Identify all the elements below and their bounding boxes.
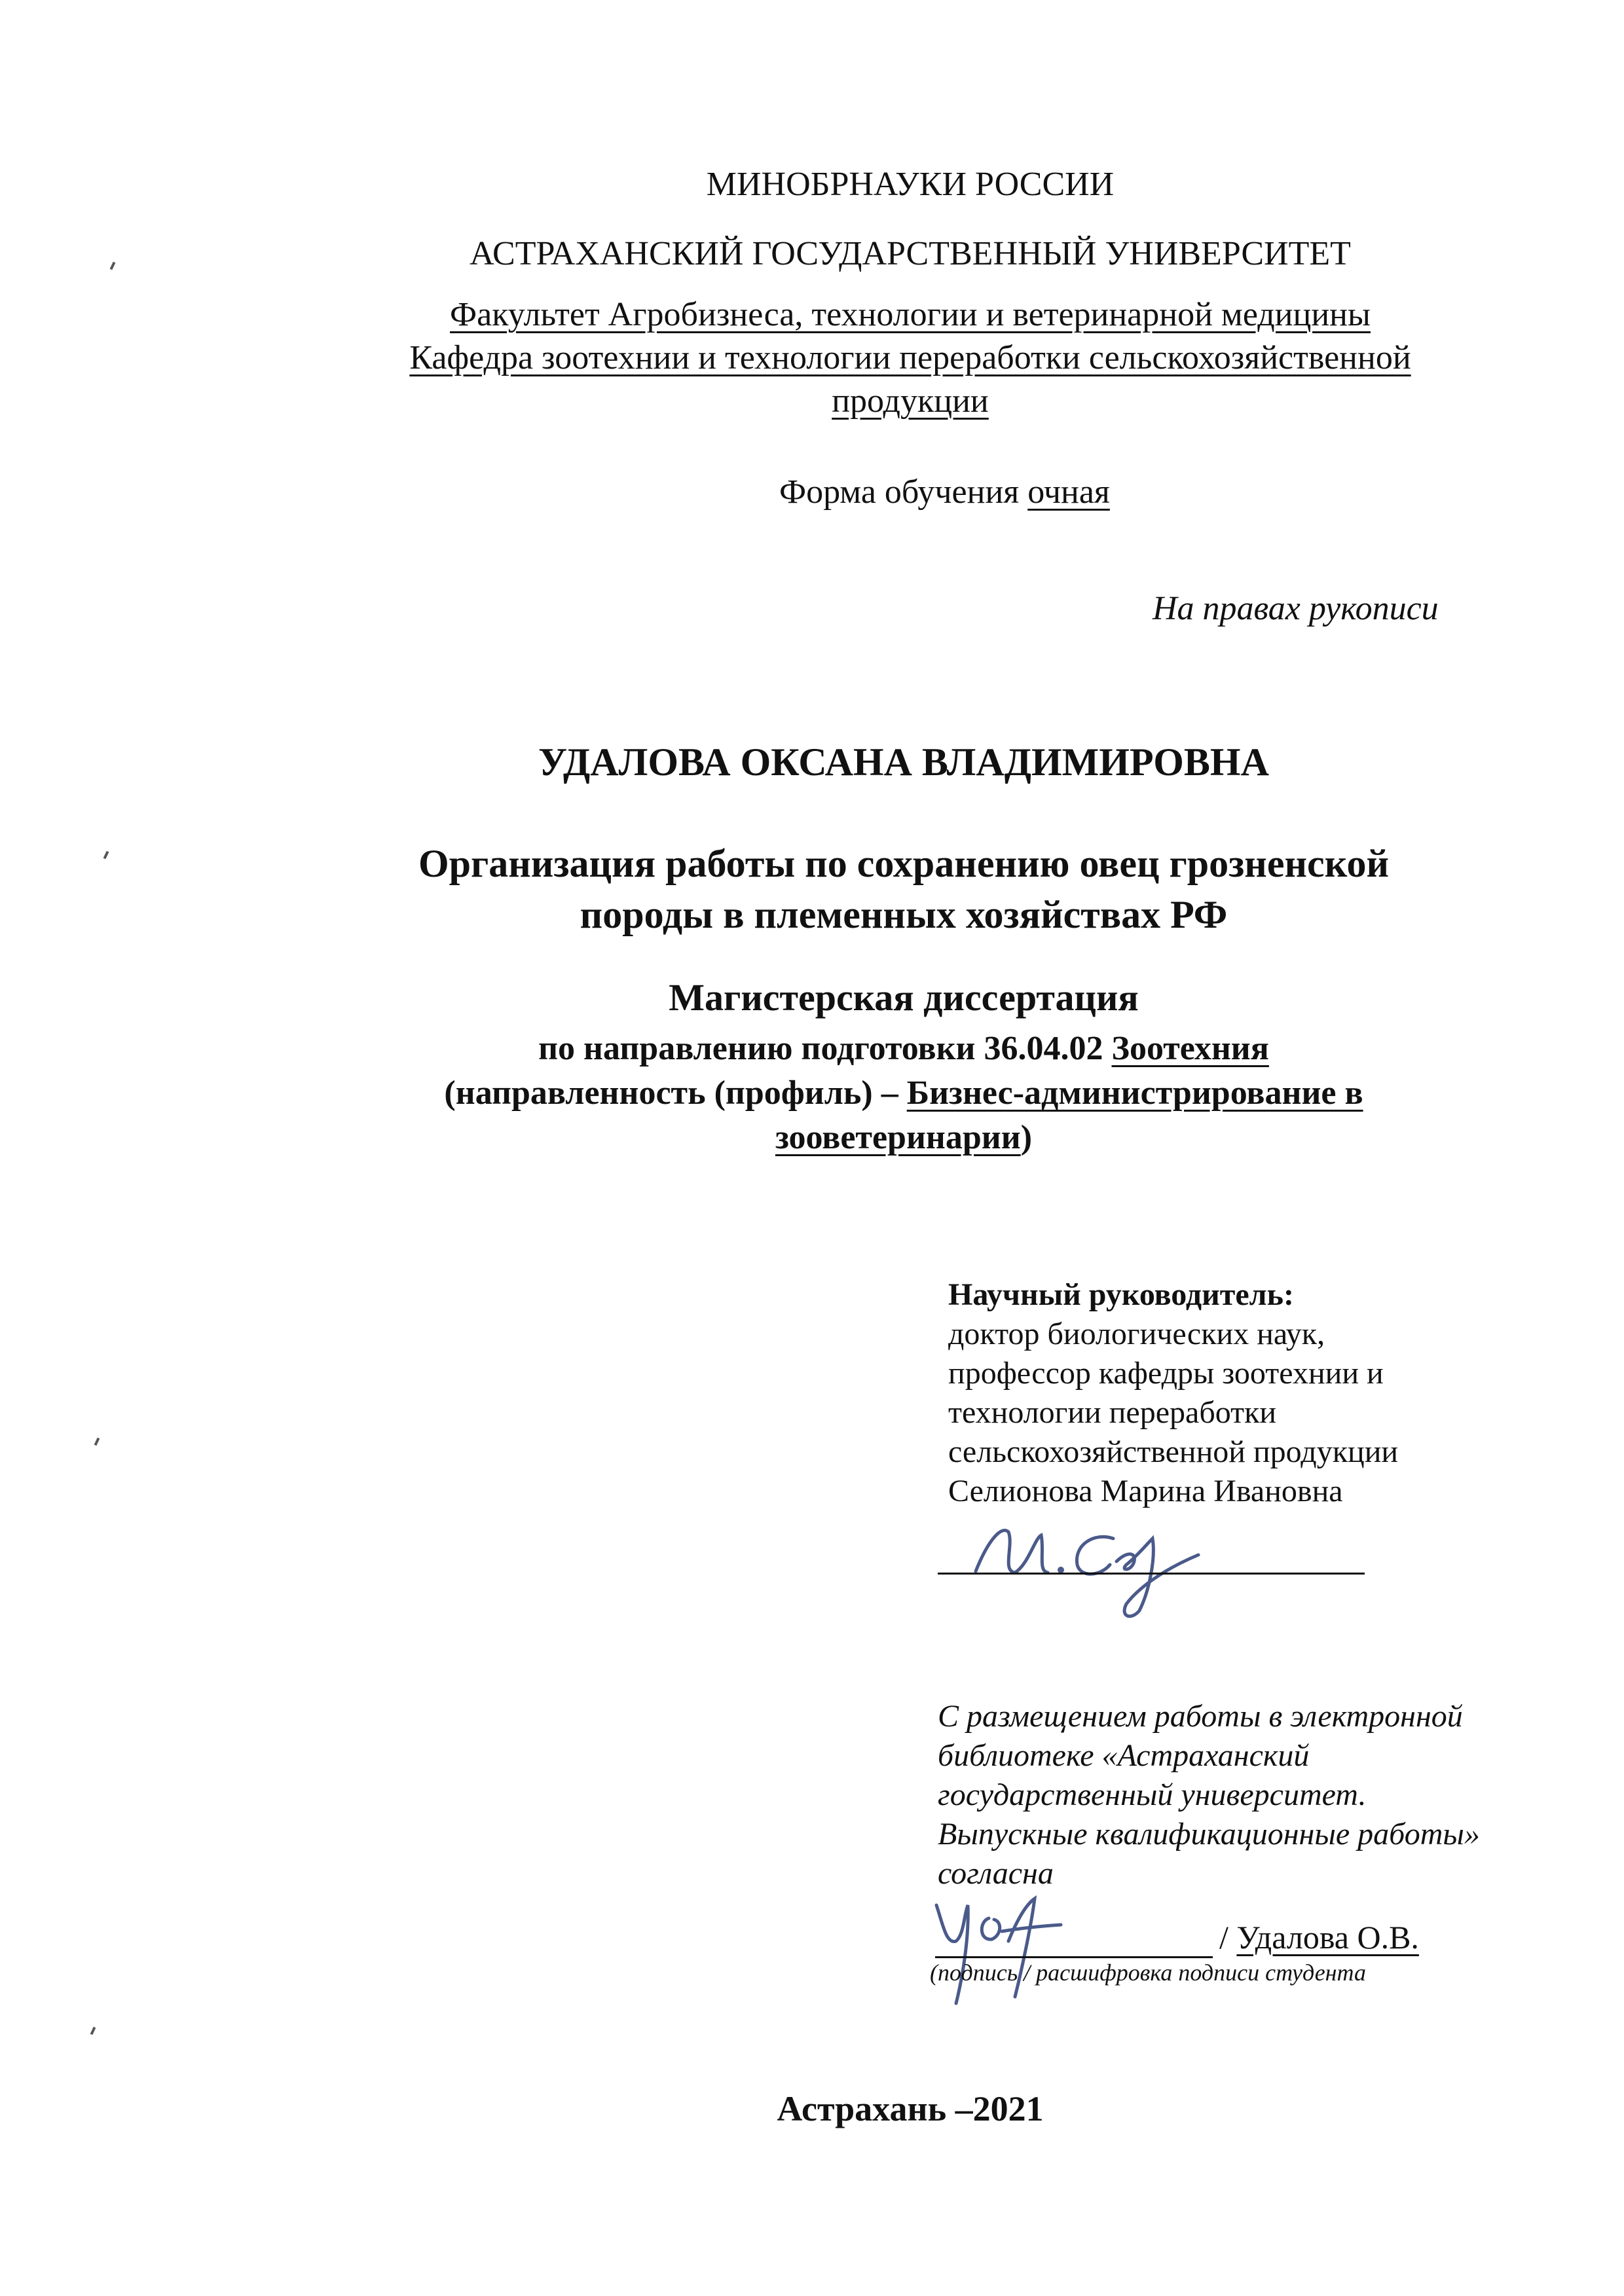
profile-prefix: (направленность (профиль) – — [444, 1074, 898, 1112]
department-name-continued: продукции — [832, 382, 989, 420]
scan-speck — [90, 2027, 96, 2035]
manuscript-note: На правах рукописи — [1153, 590, 1439, 627]
consent-line-4: Выпускные квалификационные работы» — [938, 1817, 1480, 1851]
profile-suffix: ) — [1020, 1119, 1033, 1156]
author-name: УДАЛОВА ОКСАНА ВЛАДИМИРОВНА — [538, 740, 1269, 784]
city-year: Астрахань –2021 — [777, 2089, 1044, 2128]
faculty-department-block — [216, 293, 1604, 423]
direction-name: Зоотехния — [1111, 1030, 1269, 1067]
supervisor-signature-line — [938, 1573, 1365, 1575]
signature-separator: / — [1219, 1919, 1228, 1956]
student-signature-icon — [917, 1879, 1074, 2016]
supervisor-position-2: технологии переработки — [948, 1395, 1277, 1430]
study-form — [779, 473, 1110, 511]
study-form-value: очная — [1027, 473, 1110, 511]
supervisor-position-1: профессор кафедры зоотехнии и — [948, 1356, 1384, 1391]
profile-name: Бизнес-администрирование в — [906, 1074, 1363, 1112]
consent-line-3: государственный университет. — [938, 1777, 1367, 1812]
ministry-text: МИНОБРНАУКИ РОССИИ — [706, 166, 1115, 203]
supervisor-position-3: сельскохозяйственной продукции — [948, 1434, 1399, 1469]
consent-line-1: С размещением работы в электронной — [938, 1699, 1463, 1734]
direction-block — [210, 1027, 1598, 1160]
department-name: Кафедра зоотехнии и технологии переработки сельскохозяйственной — [409, 339, 1411, 376]
signature-caption: (подпись / расшифровка подписи студента — [930, 1959, 1366, 1986]
faculty-name: Факультет Агробизнеса, технологии и ветеринарной медицины — [450, 296, 1371, 333]
direction-line — [210, 1027, 1598, 1071]
scan-speck — [94, 1438, 100, 1446]
study-form-label: Форма обучения — [779, 473, 1020, 511]
thesis-title-line-2: породы в племенных хозяйствах РФ — [580, 893, 1228, 936]
ministry-heading — [216, 165, 1604, 204]
supervisor-heading: Научный руководитель: — [948, 1277, 1294, 1312]
consent-line-2: библиотеке «Астраханский — [938, 1738, 1310, 1773]
supervisor-degree: доктор биологических наук, — [948, 1317, 1325, 1351]
profile-line — [210, 1071, 1598, 1116]
university-heading — [216, 234, 1604, 273]
supervisor-block — [948, 1275, 1398, 1511]
university-text: АСТРАХАНСКИЙ ГОСУДАРСТВЕННЫЙ УНИВЕРСИТЕТ — [470, 235, 1351, 272]
profile-name-continued: зооветеринарии — [775, 1119, 1021, 1156]
student-name-block — [1219, 1918, 1419, 1956]
profile-line-2 — [210, 1116, 1598, 1160]
student-name-line — [1092, 1956, 1213, 1958]
scan-speck — [103, 851, 109, 860]
student-signature-line — [935, 1956, 1104, 1958]
work-type: Магистерская диссертация — [669, 976, 1139, 1019]
thesis-title — [210, 838, 1598, 940]
student-name: Удалова О.В. — [1236, 1919, 1419, 1956]
thesis-title-line-1: Организация работы по сохранению овец грозненской — [418, 842, 1390, 885]
supervisor-name: Селионова Марина Ивановна — [948, 1474, 1343, 1508]
direction-prefix: по направлению подготовки 36.04.02 — [538, 1030, 1103, 1067]
consent-line-5: согласна — [938, 1856, 1054, 1891]
consent-block — [938, 1697, 1480, 1893]
supervisor-signature-icon — [963, 1499, 1211, 1624]
scan-speck — [110, 262, 116, 270]
